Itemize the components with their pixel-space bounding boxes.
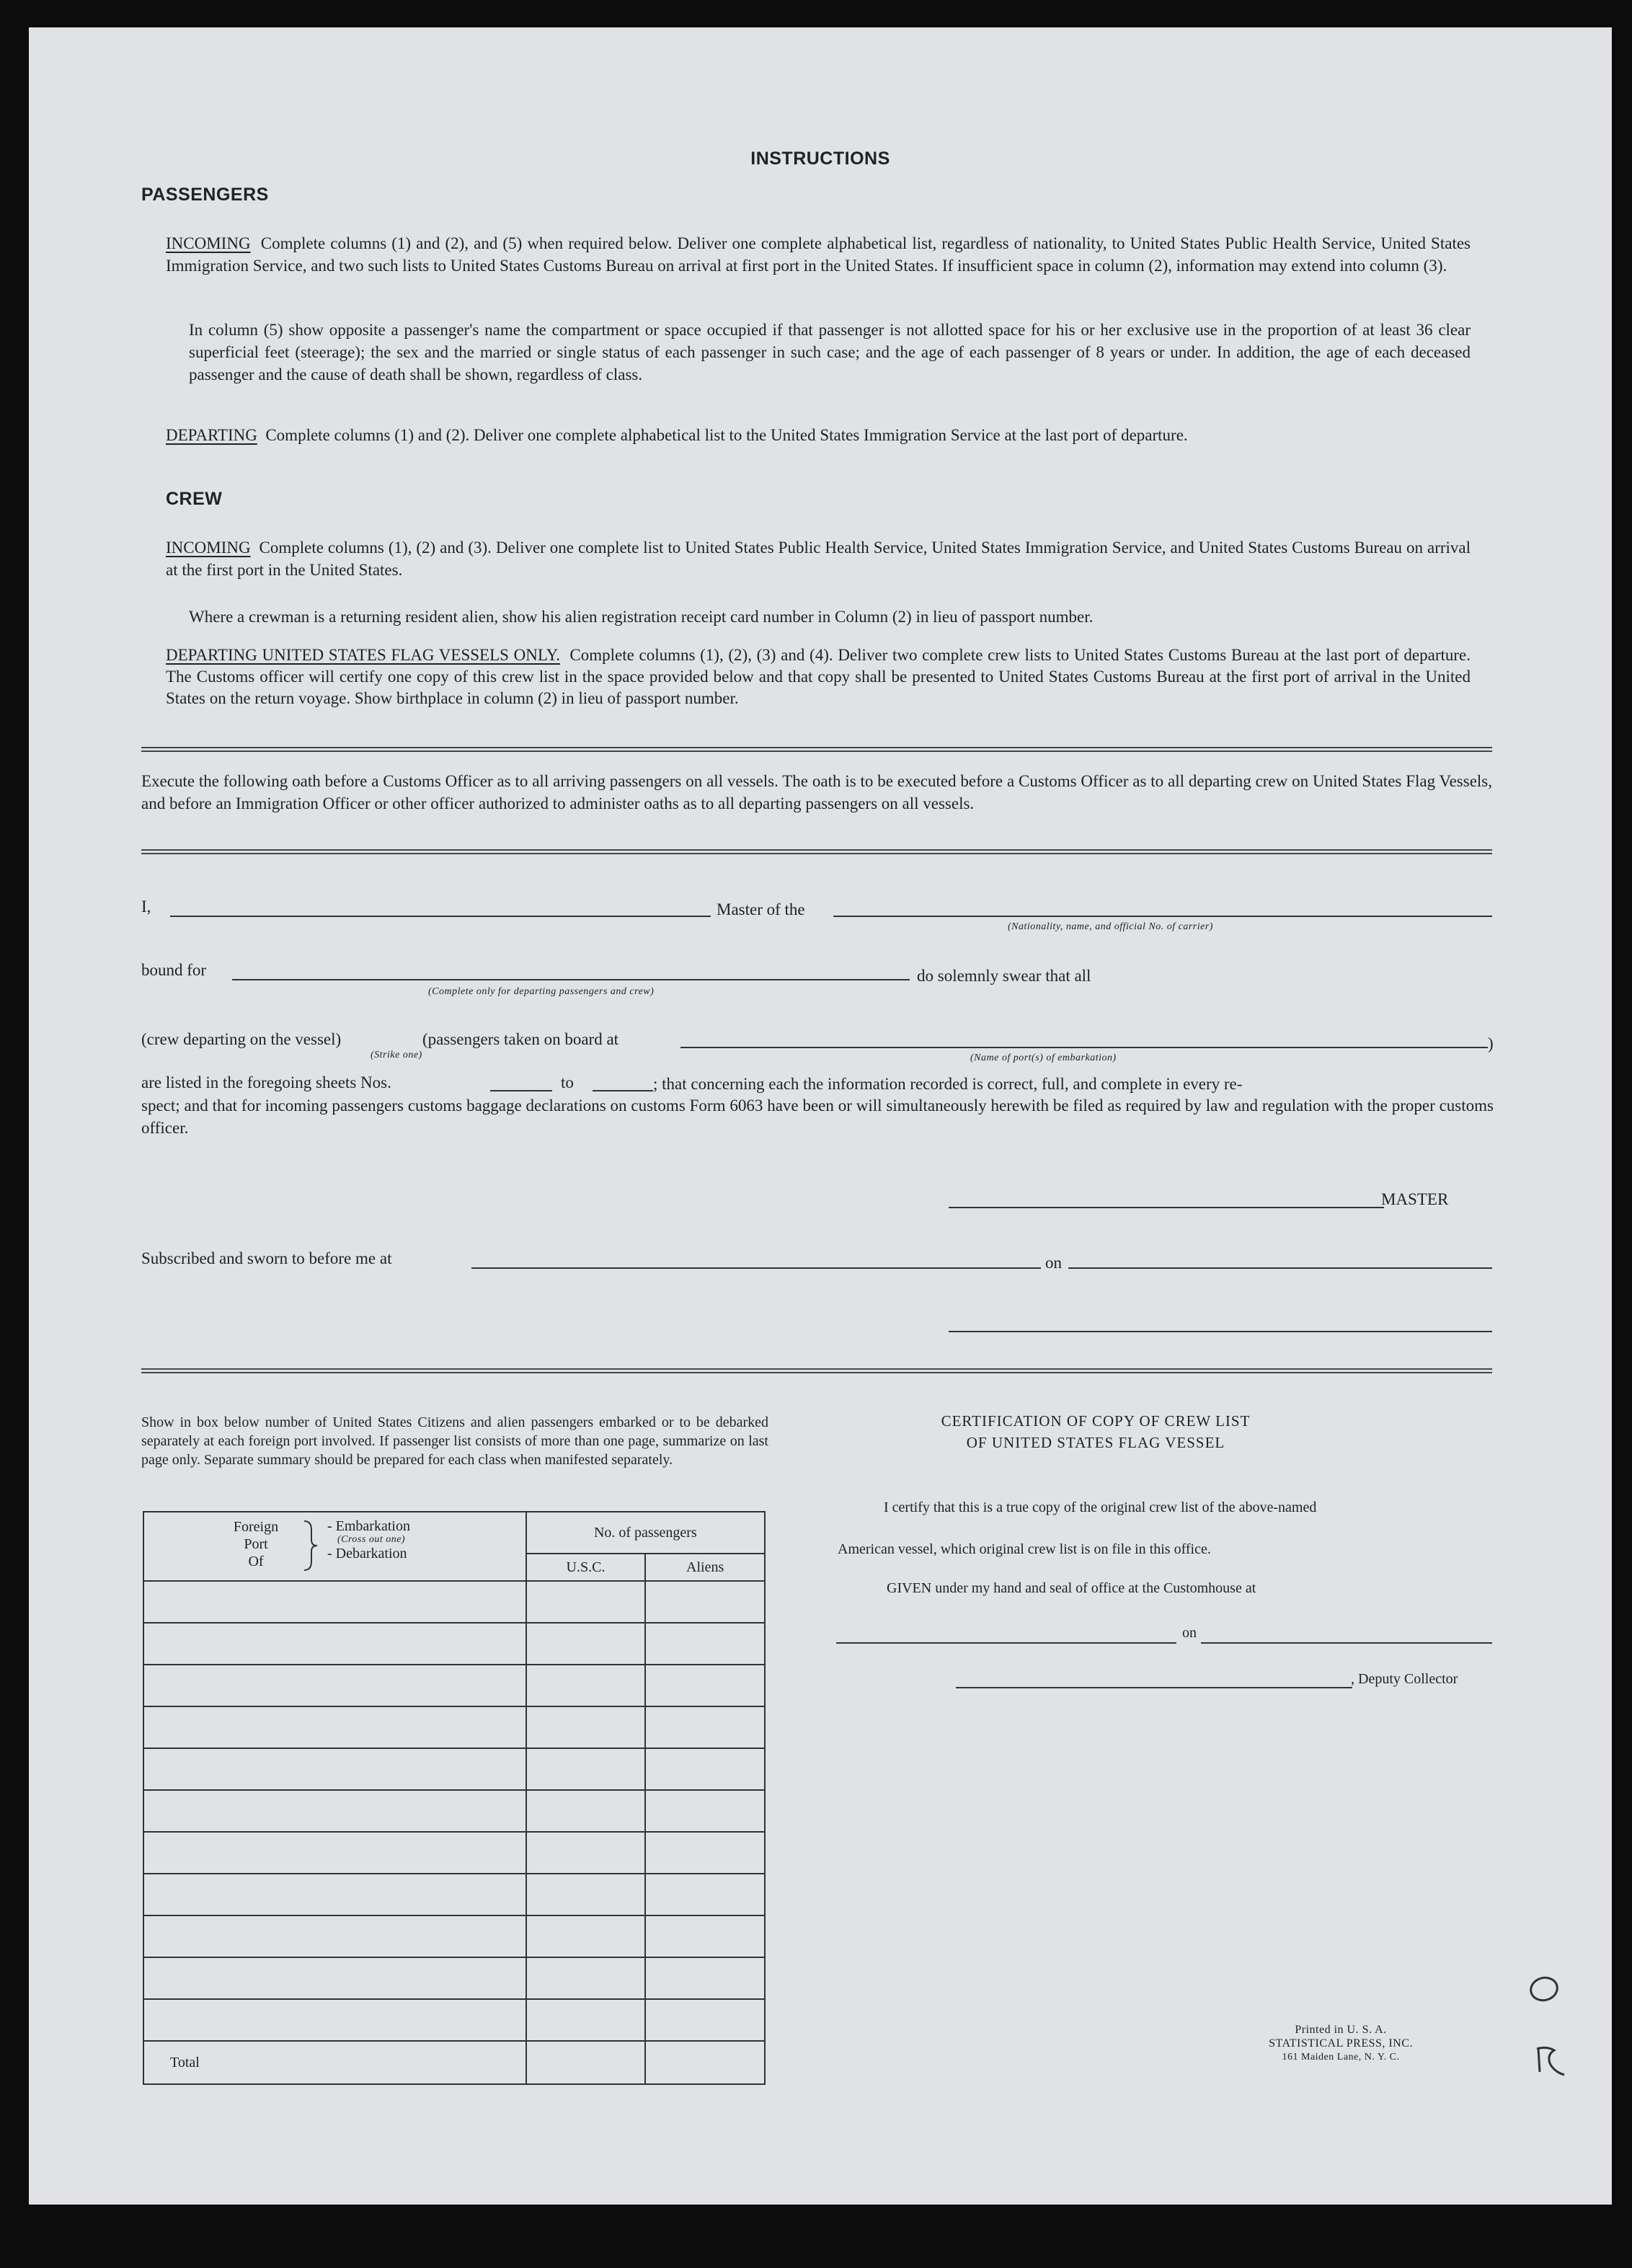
- table-row: [143, 1957, 765, 1999]
- crew-departing-option: (crew departing on the vessel): [141, 1030, 342, 1048]
- port-cell[interactable]: [143, 1790, 526, 1832]
- usc-cell[interactable]: [526, 1999, 646, 2041]
- departing-label: DEPARTING: [166, 426, 257, 444]
- usc-cell[interactable]: [526, 1790, 646, 1832]
- master-label: MASTER: [1381, 1190, 1449, 1208]
- embarkation-option: - Embarkation: [327, 1518, 410, 1534]
- passengers-incoming-paragraph: [166, 232, 1471, 277]
- bound-for-label: bound for: [141, 961, 207, 979]
- foreign-label: Foreign: [233, 1519, 279, 1535]
- swear-text: do solemnly swear that all: [917, 967, 1091, 985]
- port-cell[interactable]: [143, 1706, 526, 1748]
- aliens-cell[interactable]: [645, 1748, 765, 1790]
- master-signature-field[interactable]: [949, 1207, 1384, 1208]
- usc-cell[interactable]: [526, 1623, 646, 1665]
- port-cell[interactable]: [143, 1999, 526, 2041]
- crew-incoming-label: INCOMING: [166, 539, 251, 557]
- aliens-cell[interactable]: [645, 1790, 765, 1832]
- deputy-collector-label: , Deputy Collector: [1351, 1671, 1458, 1687]
- master-name-field[interactable]: [170, 916, 711, 917]
- given-text: GIVEN under my hand and seal of office at the Customhouse at: [887, 1580, 1256, 1596]
- certification-title-line1: CERTIFICATION OF COPY OF CREW LIST: [941, 1412, 1251, 1430]
- total-usc-cell[interactable]: [526, 2041, 646, 2084]
- table-row: [143, 1623, 765, 1665]
- crew-departing-label: DEPARTING UNITED STATES FLAG VESSELS ONLY.: [166, 646, 560, 664]
- subscribed-label: Subscribed and sworn to before me at: [141, 1249, 392, 1267]
- carrier-caption: (Nationality, name, and official No. of carrier): [1008, 921, 1213, 932]
- port-caption: (Name of port(s) of embarkation): [970, 1053, 1117, 1063]
- usc-cell[interactable]: [526, 1581, 646, 1623]
- close-paren: ): [1488, 1035, 1494, 1053]
- oath-continuation: spect; and that for incoming passengers customs baggage declarations on customs Form 6063 have been or will simultaneously herewith be filed as required by law and regulation with the proper customs officer.: [141, 1097, 1494, 1137]
- crew-incoming-text: Complete columns (1), (2) and (3). Deliver one complete list to United States Public Health Service, United States Immigration Service, and United States Customs Bureau on arrival at the first port in the United States.: [166, 539, 1471, 579]
- section-divider: [141, 849, 1492, 854]
- aliens-cell[interactable]: [645, 1832, 765, 1874]
- to-label: to: [561, 1073, 574, 1091]
- of-label: Of: [248, 1554, 264, 1569]
- handwritten-scribble-icon: [1533, 2043, 1569, 2079]
- sworn-on-label: on: [1045, 1254, 1062, 1272]
- port-cell[interactable]: [143, 1748, 526, 1790]
- aliens-cell[interactable]: [645, 1915, 765, 1957]
- certification-title: [858, 1410, 1334, 1453]
- debarkation-option: - Debarkation: [327, 1546, 407, 1562]
- aliens-cell[interactable]: [645, 1999, 765, 2041]
- total-label: Total: [143, 2041, 526, 2084]
- embark-debark-options: [327, 1518, 410, 1562]
- deputy-signature-field[interactable]: [956, 1687, 1352, 1688]
- handwritten-mark: [1527, 1973, 1561, 2004]
- port-cell[interactable]: [143, 1874, 526, 1915]
- bound-caption: (Complete only for departing passengers and crew): [428, 986, 655, 997]
- customhouse-field[interactable]: [836, 1642, 1176, 1644]
- section-divider: [141, 1368, 1492, 1373]
- page-title: INSTRUCTIONS: [750, 149, 890, 169]
- foreign-port-of-label: [223, 1518, 288, 1570]
- passengers-taken-option: (passengers taken on board at: [422, 1030, 619, 1048]
- listed-sheets-text: are listed in the foregoing sheets Nos.: [141, 1073, 391, 1091]
- table-row: [143, 1874, 765, 1915]
- aliens-cell[interactable]: [645, 1665, 765, 1706]
- embarkation-port-field[interactable]: [680, 1047, 1488, 1048]
- incoming-text: Complete columns (1) and (2), and (5) when required below. Deliver one complete alphabetical list, regardless of nationality, to United States Public Health Service, United States Immigration Service, and two such lists to United States Customs Bureau on arrival at first port in the United States. If insufficient space in column (2), information may extend into column (3).: [166, 234, 1471, 275]
- port-header-cell: [143, 1512, 526, 1581]
- aliens-cell[interactable]: [645, 1706, 765, 1748]
- total-aliens-cell[interactable]: [645, 2041, 765, 2084]
- table-row: [143, 1748, 765, 1790]
- crew-incoming-paragraph: [166, 536, 1471, 581]
- carrier-field[interactable]: [833, 916, 1492, 917]
- printer-imprint: [1254, 2023, 1427, 2064]
- usc-cell[interactable]: [526, 1832, 646, 1874]
- certify-text: I certify that this is a true copy of the original crew list of the above-named: [884, 1500, 1317, 1515]
- port-cell[interactable]: [143, 1832, 526, 1874]
- port-cell[interactable]: [143, 1957, 526, 1999]
- usc-cell[interactable]: [526, 1874, 646, 1915]
- document-page: [29, 27, 1612, 2205]
- printer-line1: Printed in U. S. A.: [1295, 2024, 1387, 2036]
- sheet-to-field[interactable]: [593, 1090, 653, 1091]
- cert-on-label: on: [1182, 1625, 1197, 1641]
- port-cell[interactable]: [143, 1665, 526, 1706]
- crew-heading: CREW: [166, 489, 223, 509]
- aliens-cell[interactable]: [645, 1957, 765, 1999]
- usc-cell[interactable]: [526, 1706, 646, 1748]
- aliens-cell[interactable]: [645, 1623, 765, 1665]
- master-of-the-label: Master of the: [717, 900, 805, 918]
- printer-line2: STATISTICAL PRESS, INC.: [1269, 2037, 1413, 2050]
- oath-i-label: I,: [141, 898, 151, 916]
- aliens-header: Aliens: [645, 1554, 765, 1581]
- incoming-label: INCOMING: [166, 234, 251, 252]
- usc-header: U.S.C.: [526, 1554, 646, 1581]
- table-row: [143, 1790, 765, 1832]
- concerning-text: ; that concerning each the information recorded is correct, full, and complete in every re-: [653, 1075, 1243, 1093]
- crewman-paragraph: Where a crewman is a returning resident alien, show his alien registration receipt card number in Column (2) in lieu of passport number.: [189, 608, 1094, 626]
- printer-line3: 161 Maiden Lane, N. Y. C.: [1282, 2052, 1400, 2063]
- sworn-date-field[interactable]: [1068, 1267, 1492, 1269]
- port-cell[interactable]: [143, 1915, 526, 1957]
- port-cell[interactable]: [143, 1623, 526, 1665]
- table-row: [143, 1999, 765, 2041]
- passenger-summary-table: [143, 1511, 766, 2085]
- table-row: [143, 1581, 765, 1623]
- summary-instructions: Show in box below number of United States Citizens and alien passengers embarked or to be debarked separately at each foreign port involved. If passenger list consists of more than one page, summarize on last page only. Separate summary should be prepared for each class when manifested separately.: [141, 1414, 768, 1468]
- usc-cell[interactable]: [526, 1748, 646, 1790]
- bound-for-field[interactable]: [232, 979, 910, 980]
- departing-text: Complete columns (1) and (2). Deliver one complete alphabetical list to the United States Immigration Service at the last port of departure.: [265, 426, 1188, 444]
- aliens-cell[interactable]: [645, 1581, 765, 1623]
- aliens-cell[interactable]: [645, 1874, 765, 1915]
- table-row: [143, 1706, 765, 1748]
- cert-date-field[interactable]: [1201, 1642, 1492, 1644]
- cross-out-caption: (Cross out one): [337, 1534, 406, 1545]
- crew-departing-text: Complete columns (1), (2), (3) and (4). Deliver two complete crew lists to United States Customs Bureau at the last port of departure. The Customs officer will certify one copy of this crew list in the space provided below and that copy shall be presented to United States Customs Bureau at the first port of arrival in the United States on the return voyage. Show birthplace in column (2) in lieu of passport number.: [166, 646, 1471, 707]
- certification-title-line2: OF UNITED STATES FLAG VESSEL: [966, 1434, 1225, 1451]
- usc-cell[interactable]: [526, 1915, 646, 1957]
- curly-brace-icon: [301, 1520, 320, 1572]
- usc-cell[interactable]: [526, 1957, 646, 1999]
- table-row: [143, 1915, 765, 1957]
- table-row: [143, 1832, 765, 1874]
- crew-departing-paragraph: [166, 644, 1471, 709]
- officer-signature-field[interactable]: [949, 1331, 1492, 1332]
- column5-paragraph: In column (5) show opposite a passenger's name the compartment or space occupied if that passenger is not allotted space for his or her exclusive use in the proportion of at least 36 clear superficial feet (steerage); the sex and the married or single status of each passenger in such case; and the age of each passenger of 8 years or under. In addition, the age of each deceased passenger and the cause of death shall be shown, regardless of class.: [189, 321, 1471, 384]
- summary-rows: [143, 1581, 765, 2041]
- oath-instructions: Execute the following oath before a Customs Officer as to all arriving passengers on all vessels. The oath is to be executed before a Customs Officer as to all departing crew on United States Flag Vessels, and before an Immigration Officer or other officer authorized to administer oaths as to all departing passengers on all vessels.: [141, 772, 1492, 812]
- sheet-from-field[interactable]: [490, 1090, 552, 1091]
- port-label: Port: [244, 1536, 268, 1552]
- passengers-departing-paragraph: [166, 424, 1471, 446]
- no-of-passengers-header: No. of passengers: [526, 1512, 765, 1554]
- section-divider: [141, 747, 1492, 752]
- table-row: [143, 1665, 765, 1706]
- certify-text-continued: American vessel, which original crew list is on file in this office.: [838, 1541, 1211, 1557]
- port-cell[interactable]: [143, 1581, 526, 1623]
- usc-cell[interactable]: [526, 1665, 646, 1706]
- strike-one-caption: (Strike one): [371, 1050, 422, 1060]
- passengers-heading: PASSENGERS: [141, 185, 269, 205]
- sworn-place-field[interactable]: [471, 1267, 1041, 1269]
